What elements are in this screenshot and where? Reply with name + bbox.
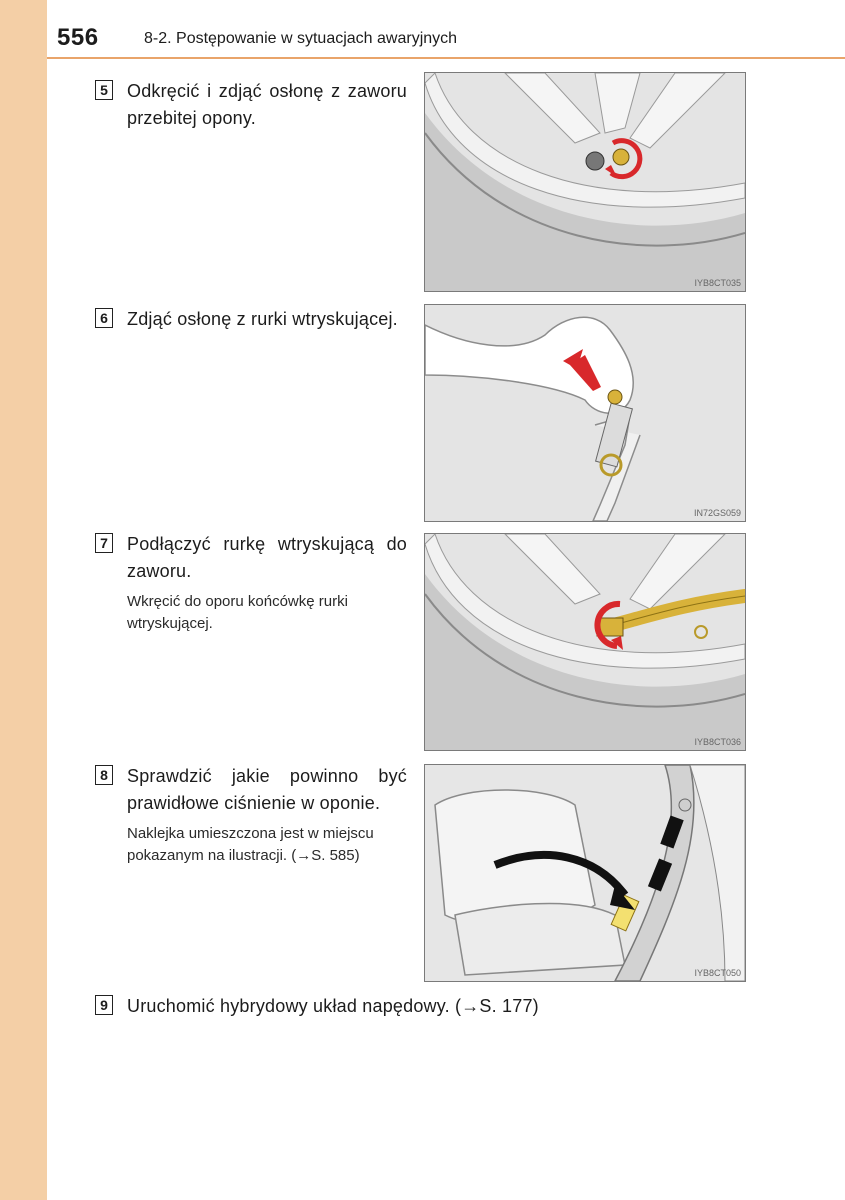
- figure-injection-tube-cap: [424, 304, 746, 522]
- step-number: 8: [95, 765, 113, 785]
- step-number: 5: [95, 80, 113, 100]
- step-note: Naklejka umieszczona jest w miejscu pokazanym na ilustracji. (→S. 585): [127, 825, 374, 864]
- figure-valve-cap-removal: [424, 72, 746, 292]
- step-note: Wkręcić do oporu końcówkę rurki wtryskującej.: [127, 593, 348, 632]
- figure-code: IYB8CT035: [694, 278, 741, 288]
- step-number: 7: [95, 533, 113, 553]
- step-text: Podłączyć rurkę wtryskującą do zaworu.: [127, 534, 407, 581]
- step-5: [95, 78, 407, 132]
- figure-code: IYB8CT036: [694, 737, 741, 747]
- side-tab-band: [0, 0, 47, 1200]
- step-7: [95, 531, 407, 635]
- figure-code: IYB8CT050: [694, 968, 741, 978]
- figure-door-pillar-label: [424, 764, 746, 982]
- figure-code: IN72GS059: [693, 508, 741, 518]
- step-text: Zdjąć osłonę z rurki wtryskującej.: [127, 309, 398, 329]
- page-number: 556: [57, 24, 99, 51]
- step-8: [95, 763, 407, 867]
- step-text: Sprawdzić jakie powinno być prawidłowe ciśnienie w oponie.: [127, 766, 407, 813]
- step-number: 9: [95, 995, 113, 1015]
- step-number: 6: [95, 308, 113, 328]
- page-header: [47, 0, 845, 58]
- step-text: Odkręcić i zdjąć osłonę z zaworu przebitej opony.: [127, 81, 407, 128]
- step-text: Uruchomić hybrydowy układ napędowy. (→S. 177): [127, 996, 539, 1016]
- header-divider: [47, 57, 845, 59]
- step-6: [95, 306, 407, 333]
- step-9: [95, 993, 655, 1020]
- figure-tube-connection: [424, 533, 746, 751]
- section-title: 8-2. Postępowanie w sytuacjach awaryjnych: [144, 30, 458, 47]
